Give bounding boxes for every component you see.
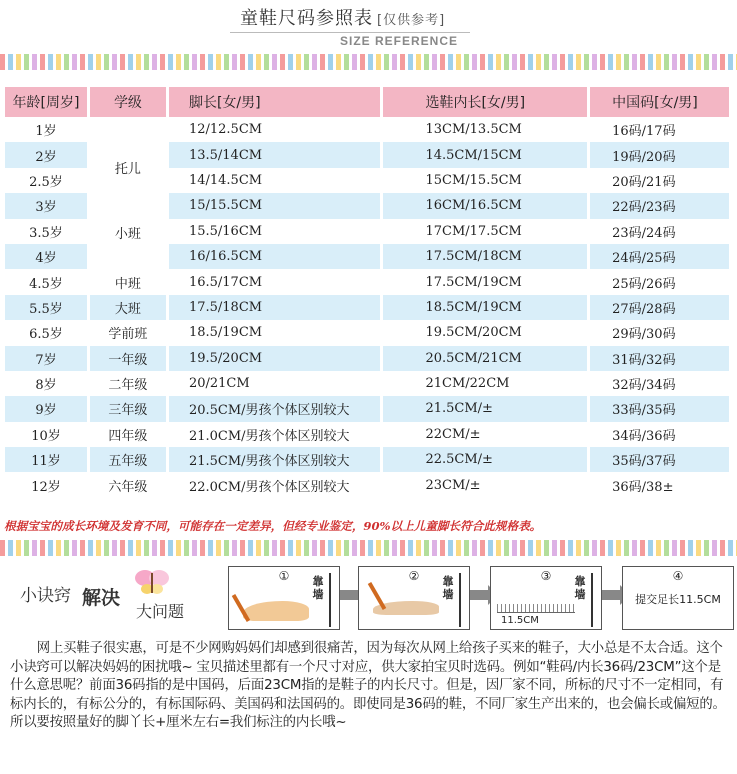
cell-cn: 31码/32码 [589,346,731,371]
cell-cn: 34码/36码 [589,422,731,447]
cell-shoe: 22CM/± [382,422,589,447]
cell-shoe: 14.5CM/15CM [382,142,589,167]
cell-cn: 16码/17码 [589,117,731,142]
cell-foot: 22.0CM/男孩个体区别较大 [167,472,382,497]
page-title: 童鞋尺码参照表 [仅供参考] [240,8,446,29]
cell-foot: 20.5CM/男孩个体区别较大 [167,396,382,421]
cell-age: 11岁 [5,447,88,472]
cell-grade: 中班 [88,269,167,294]
table-row [5,472,731,497]
cell-shoe: 19.5CM/20CM [382,320,589,345]
cell-cn: 22码/23码 [589,193,731,218]
cell-foot: 16.5/17CM [167,269,382,294]
cell-grade: 大班 [88,295,167,320]
col-header-china-size: 中国码[女/男] [589,87,731,117]
step-1-panel [228,566,340,630]
cell-shoe: 13CM/13.5CM [382,117,589,142]
cell-age: 5.5岁 [5,295,88,320]
cell-grade: 二年级 [88,371,167,396]
cell-shoe: 17.5CM/18CM [382,244,589,269]
cell-shoe: 21.5CM/± [382,396,589,421]
table-header-row [5,87,731,117]
cell-age: 4岁 [5,244,88,269]
cell-age: 2岁 [5,142,88,167]
cell-shoe: 20.5CM/21CM [382,346,589,371]
foot-icon [243,601,309,621]
cell-foot: 12/12.5CM [167,117,382,142]
wall-label: 靠墙 [312,575,324,601]
decorative-stripe-top [0,54,737,70]
ruler-icon [497,604,575,613]
cell-cn: 32码/34码 [589,371,731,396]
cell-foot: 16/16.5CM [167,244,382,269]
wall-label: 靠墙 [574,575,586,601]
cell-shoe: 23CM/± [382,472,589,497]
title-divider [230,32,470,33]
cell-grade: 三年级 [88,396,167,421]
table-row [5,371,731,396]
cell-grade: 五年级 [88,447,167,472]
cell-foot: 21.5CM/男孩个体区别较大 [167,447,382,472]
cell-foot: 15/15.5CM [167,193,382,218]
cell-cn: 23码/24码 [589,219,731,244]
size-table [5,87,732,498]
table-row [5,346,731,371]
cell-foot: 18.5/19CM [167,320,382,345]
cell-cn: 29码/30码 [589,320,731,345]
cell-age: 2.5岁 [5,168,88,193]
cell-grade: 四年级 [88,422,167,447]
cell-shoe: 22.5CM/± [382,447,589,472]
title-note: [仅供参考] [377,13,446,28]
step-3-panel [490,566,602,630]
explanation-paragraph: 网上买鞋子很实惠，可是不少网购妈妈们却感到很痛苦，因为每次从网上给孩子买来的鞋子，大小总是不太合适。这个小诀窍可以解决妈妈的困扰哦~ 宝贝描述里都有一个尺寸对应，供大家拍宝贝时选码。例如“鞋码/内长36码/23CM”这个是什么意思呢？前面36码指的是中国码，后面23CM指的是鞋子的内长尺寸。但是，因厂家不同，所标的尺寸不一定相同，有标内长的，有标公分的，有标国际码、美国码和法国码的。即使同是36码的鞋，不同厂家生产出来的，也会偏长或偏短的。所以要按照量好的脚丫长+厘米左右=我们标注的内长哦~ [10,641,726,731]
disclaimer-note: 根据宝宝的成长环境及发育不同，可能存在一定差异，但经专业鉴定，90%以上儿童脚长符合此规格表。 [4,519,542,533]
tips-title-part-1: 小诀窍 [20,586,71,606]
step-4-panel [622,566,734,630]
col-header-age: 年龄[周岁] [5,87,88,117]
page-subtitle: SIZE REFERENCE [340,34,459,48]
cell-shoe: 18.5CM/19CM [382,295,589,320]
col-header-grade: 学级 [88,87,167,117]
cell-age: 7岁 [5,346,88,371]
tips-title [20,575,210,625]
cell-cn: 36码/38± [589,472,731,497]
decorative-stripe-middle [0,540,737,556]
wall-line [591,573,593,627]
tips-title-part-3: 大问题 [136,602,185,621]
cell-grade: 学前班 [88,320,167,345]
wall-label: 靠墙 [442,575,454,601]
cell-cn: 25码/26码 [589,269,731,294]
cell-cn: 19码/20码 [589,142,731,167]
wall-line [459,573,461,627]
header [0,0,737,60]
cell-age: 3.5岁 [5,219,88,244]
cell-age: 9岁 [5,396,88,421]
cell-grade: 托儿 [88,117,167,219]
tips-title-part-2: 解决 [82,587,121,609]
cell-foot: 19.5/20CM [167,346,382,371]
col-header-shoe-length: 选鞋内长[女/男] [382,87,589,117]
arrow-right-icon [602,590,620,600]
cell-foot: 17.5/18CM [167,295,382,320]
cell-foot: 20/21CM [167,371,382,396]
cell-grade: 六年级 [88,472,167,497]
col-header-foot-length: 脚长[女/男] [167,87,382,117]
cell-age: 12岁 [5,472,88,497]
step-2-panel [358,566,470,630]
cell-age: 8岁 [5,371,88,396]
cell-age: 1岁 [5,117,88,142]
cell-foot: 14/14.5CM [167,168,382,193]
cell-grade: 小班 [88,219,167,270]
butterfly-icon [132,567,172,597]
table-row [5,396,731,421]
cell-age: 6.5岁 [5,320,88,345]
cell-shoe: 16CM/16.5CM [382,193,589,218]
step-number: ② [408,569,420,583]
cell-shoe: 17.5CM/19CM [382,269,589,294]
step-number: ① [278,569,290,583]
table-row [5,295,731,320]
cell-foot: 15.5/16CM [167,219,382,244]
cell-shoe: 17CM/17.5CM [382,219,589,244]
cell-shoe: 21CM/22CM [382,371,589,396]
ruler-measurement: 11.5CM [501,615,539,626]
cell-cn: 33码/35码 [589,396,731,421]
table-row [5,320,731,345]
cell-shoe: 15CM/15.5CM [382,168,589,193]
table-row [5,269,731,294]
table-row [5,117,731,142]
arrow-right-icon [470,590,488,600]
cell-cn: 20码/21码 [589,168,731,193]
step-number: ③ [540,569,552,583]
cell-age: 3岁 [5,193,88,218]
step-number: ④ [672,569,684,583]
table-row [5,219,731,244]
arrow-right-icon [340,590,358,600]
table-row [5,422,731,447]
cell-cn: 27码/28码 [589,295,731,320]
cell-foot: 21.0CM/男孩个体区别较大 [167,422,382,447]
cell-age: 10岁 [5,422,88,447]
cell-grade: 一年级 [88,346,167,371]
table-row [5,447,731,472]
cell-cn: 35码/37码 [589,447,731,472]
cell-age: 4.5岁 [5,269,88,294]
wall-line [329,573,331,627]
step-4-text: 提交足长11.5CM [635,593,721,606]
cell-cn: 24码/25码 [589,244,731,269]
cell-foot: 13.5/14CM [167,142,382,167]
